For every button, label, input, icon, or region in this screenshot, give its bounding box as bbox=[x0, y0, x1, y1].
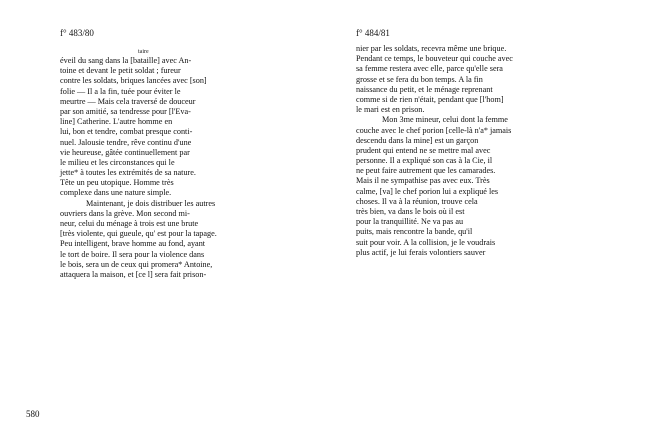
manuscript-line: éveil du sang dans la [bataille] avec An- bbox=[60, 56, 192, 65]
manuscript-line: vie heureuse, gâtée continuellement par bbox=[60, 147, 190, 157]
manuscript-line: attaquera la maison, et [ce l] sera fait prison- bbox=[60, 269, 207, 279]
manuscript-line: complexe dans une nature simple. bbox=[60, 188, 172, 198]
manuscript-line: descendu dans la mine] est un garçon bbox=[356, 135, 479, 145]
manuscript-line: neur, celui du ménage à trois est une brute bbox=[60, 219, 199, 228]
left-interlinear-insertion: taire bbox=[138, 49, 149, 55]
manuscript-line: jette* à toutes les extrémités de sa nature. bbox=[60, 168, 196, 178]
manuscript-line: le milieu et les circonstances qui le bbox=[60, 157, 175, 167]
right-page-text bbox=[356, 44, 513, 258]
manuscript-line: meurtre — Mais cela traversé de douceur bbox=[60, 96, 196, 106]
manuscript-line: Peu intelligent, brave homme au fond, ayant bbox=[60, 239, 206, 249]
manuscript-line: Maintenant, je dois distribuer les autres bbox=[86, 198, 216, 208]
manuscript-line: sa femme restera avec elle, parce qu'elle sera bbox=[356, 64, 503, 74]
manuscript-line: Mais il ne sympathise pas avec eux. Très bbox=[356, 176, 490, 186]
manuscript-line: folie — Il a la fin, tuée pour éviter le bbox=[60, 86, 181, 96]
manuscript-line: plus actif, je lui ferais volontiers sauver bbox=[356, 247, 486, 257]
manuscript-line: ne peut faire autrement que les camarades. bbox=[356, 166, 496, 176]
left-page-text bbox=[60, 56, 217, 280]
manuscript-line: personne. Il a expliqué son cas à la Cie, il bbox=[356, 156, 493, 166]
manuscript-line: prudent qui entend ne se mettre mal avec bbox=[356, 145, 491, 155]
manuscript-line: calme, [va] le chef porion lui a expliqué les bbox=[356, 186, 499, 196]
manuscript-line: naissance du petit, et le ménage reprenant bbox=[356, 84, 493, 94]
manuscript-line: très bien, va dans le bois où il est bbox=[356, 207, 465, 216]
manuscript-line: Pendant ce temps, le bouveteur qui couche avec bbox=[356, 54, 513, 64]
right-folio-number: f° 484/81 bbox=[356, 28, 390, 38]
manuscript-line: [très violente, qui gueule, qu' est pour la tapage. bbox=[60, 229, 217, 239]
left-folio-number: f° 483/80 bbox=[60, 28, 94, 38]
manuscript-line: lui, bon et tendre, combat presque conti- bbox=[60, 127, 193, 137]
manuscript-line: couche avec le chef porion [celle-là n'a* jamais bbox=[356, 125, 512, 135]
manuscript-line: line] Catherine. L'autre homme en bbox=[60, 117, 173, 127]
manuscript-line: le mari est en prison. bbox=[356, 105, 425, 115]
manuscript-line: le tort de boire. Il sera pour la violence dans bbox=[60, 249, 205, 259]
manuscript-line: contre les soldats, briques lancées avec [son] bbox=[60, 76, 207, 86]
manuscript-line: comme si de rien n'était, pendant que [l'hom] bbox=[356, 94, 504, 104]
manuscript-line: Tête un peu utopique. Homme très bbox=[60, 178, 174, 188]
manuscript-line: puits, mais rencontre la bande, qu'il bbox=[356, 227, 473, 237]
manuscript-line: Mon 3me mineur, celui dont la femme bbox=[382, 115, 508, 125]
manuscript-line: nuel. Jalousie tendre, rêve continu d'une bbox=[60, 137, 192, 147]
manuscript-line: ouvriers dans la grève. Mon second mi- bbox=[60, 208, 190, 218]
manuscript-line: toine et devant le petit soldat ; fureur bbox=[60, 66, 181, 76]
manuscript-line: choses. Il va à la réunion, trouve cela bbox=[356, 196, 478, 206]
left-page-number: 580 bbox=[26, 409, 40, 419]
manuscript-line: grosse et se fera du bon temps. A la fin bbox=[356, 74, 483, 84]
manuscript-line: pour la tranquillité. Ne va pas au bbox=[356, 217, 464, 227]
manuscript-line: suit pour voir. A la collision, je le voudrais bbox=[356, 237, 496, 247]
manuscript-line: nier par les soldats, recevra même une brique. bbox=[356, 44, 507, 53]
manuscript-line: le bois, sera un de ceux qui promera* Antoine, bbox=[60, 259, 213, 269]
manuscript-line: par son amitié, sa tendresse pour [l'Eva- bbox=[60, 106, 191, 116]
